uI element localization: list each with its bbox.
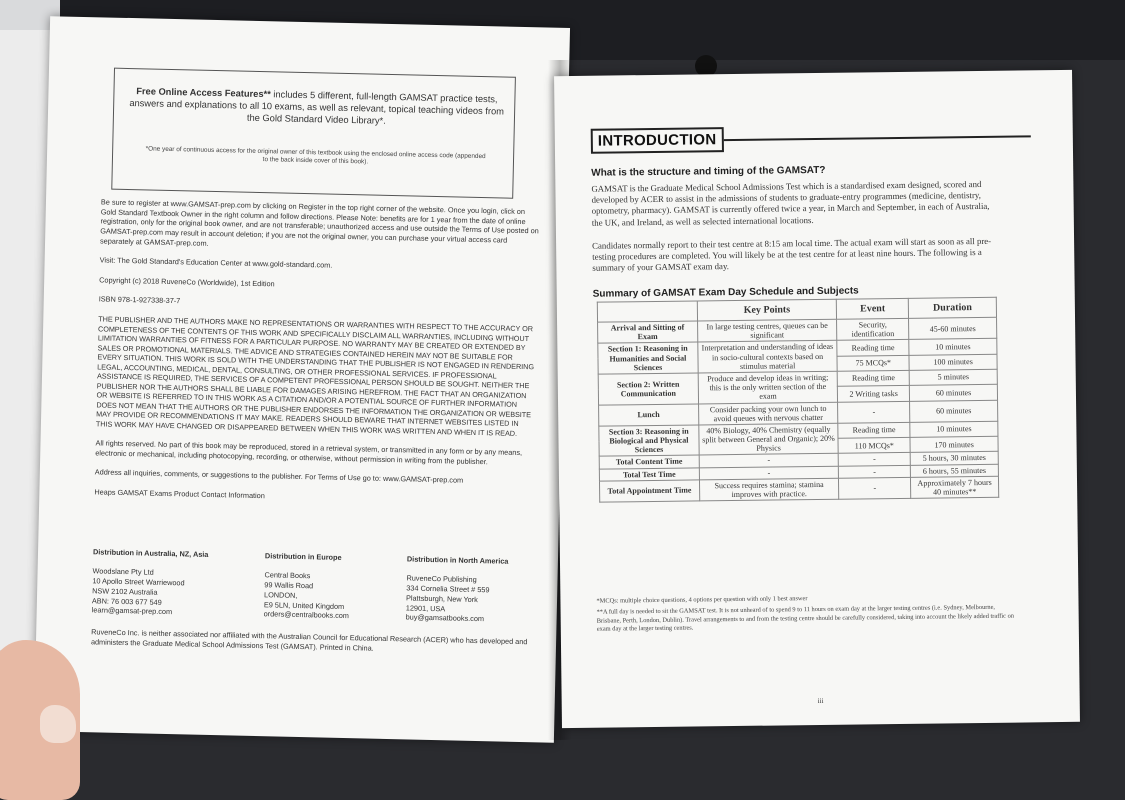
disclaimer-text: THE PUBLISHER AND THE AUTHORS MAKE NO REPRESENTATIONS OR WARRANTIES WITH RESPECT TO THE ACCURACY OR COMPLETENESS OF THE CONTENTS OF THIS WORK AND SPECIFICALLY DISCLAIM ALL WARRANTIES, INCLUDING WITHOUT LIMITATION WARRANTIES OF FITNESS FOR A PARTICULAR PURPOSE. NO WARRANTY MAY BE CREATED OR EXTENDED BY SALES OR PROMOTIONAL MATERIALS. THE ADVICE AND STRATEGIES CONTAINED HEREIN MAY NOT BE SUITABLE FOR EVERY SITUATION. THIS WORK IS SOLD WITH THE UNDERSTANDING THAT THE PUBLISHER IS NOT ENGAGED IN RENDERING LEGAL, ACCOUNTING, MEDICAL, DENTAL, CONSULTING, OR OTHER PROFESSIONAL SERVICES. IF PROFESSIONAL ASSISTANCE IS REQUIRED, THE SERVICES OF A COMPETENT PROFESSIONAL PERSON SHOULD BE SOUGHT. NEITHER THE PUBLISHER NOR THE AUTHORS SHALL BE LIABLE FOR DAMAGES ARISING HEREFROM. THE FACT THAT AN ORGANIZATION OR WEBSITE IS REFERRED TO IN THIS WORK AS A CITATION AND/OR A POTENTIAL SOURCE OF FURTHER INFORMATION DOES NOT MEAN THAT THE AUTHORS OR THE PUBLISHER ENDORSES THE INFORMATION THE ORGANIZATION OR WEBSITE MAY PROVIDE OR RECOMMENDATIONS IT MAY MAKE. READERS SHOULD BEWARE THAT INTERNET WEBSITES LISTED IN THIS WORK MAY HAVE CHANGED OR DISAPPEARED BETWEEN WHEN THIS WORK WAS WRITTEN AND WHEN IT IS READ.	[95, 314, 535, 438]
table-cell: Produce and develop ideas in writing; this is the only written section of the exam	[698, 371, 838, 403]
table-cell: In large testing centres, queues can be significant	[697, 319, 837, 342]
distribution-section	[92, 547, 537, 625]
table-cell: Reading time	[838, 422, 910, 438]
visit-text: Visit: The Gold Standard's Education Center at www.gold-standard.com.	[99, 255, 333, 270]
table-cell: 60 minutes	[909, 385, 997, 401]
table-cell: 40% Biology, 40% Chemistry (equally split between General and Organic); 20% Physics	[699, 423, 839, 455]
table-cell: Consider packing your own lunch to avoid queues with nervous chatter	[698, 402, 838, 425]
table-cell: 170 minutes	[910, 436, 998, 452]
rights-text: All rights reserved. No part of this book may be reproduced, stored in a retrieval system, or transmitted in any form or by any means, electronic or mechanical, including photocopying, recording, or otherwise, without permission in writing from the publisher.	[95, 438, 523, 466]
table-cell: 60 minutes	[910, 400, 998, 422]
table-cell: 6 hours, 55 minutes	[910, 464, 998, 477]
table-cell: Total Test Time	[599, 468, 699, 481]
table-cell: Total Appointment Time	[599, 480, 699, 503]
table-cell: 5 minutes	[909, 369, 997, 385]
table-cell: -	[839, 477, 911, 499]
acer-note: RuveneCo Inc. is neither associated nor affiliated with the Australian Council for Educational Research (ACER) who has developed and administers the Graduate Medical School Admissions Test (GAMSAT). Printed in China.	[90, 627, 528, 653]
table-cell: Success requires stamina; stamina improves with practice.	[699, 478, 839, 501]
copyright-text: Copyright (c) 2018 RuveneCo (Worldwide), 1st Edition	[99, 275, 275, 289]
table-cell: 45-60 minutes	[909, 317, 997, 339]
table-cell: 2 Writing tasks	[838, 386, 910, 402]
table-header: Key Points	[697, 299, 837, 321]
table-cell: 10 minutes	[910, 421, 998, 437]
distribution-line: Woodslane Pty Ltd	[92, 566, 154, 577]
header-rule	[723, 135, 1030, 141]
left-page	[34, 16, 570, 743]
access-note: *One year of continuous access for the original owner of this textbook using the enclosed online access code (appended to the back inside cover of this book).	[145, 145, 486, 166]
access-features-text	[129, 85, 505, 130]
distribution-line: 99 Wallis Road	[264, 580, 314, 591]
table-cell: Lunch	[599, 403, 699, 426]
table-header: Duration	[908, 297, 996, 318]
page-number: iii	[817, 696, 824, 706]
distribution-line: 10 Apollo Street Warriewood	[92, 576, 185, 588]
table-cell: Section 3: Reasoning in Biological and Physical Sciences	[599, 425, 699, 457]
thumbnail	[40, 705, 76, 743]
distribution-line: 334 Cornelia Street # 559	[406, 583, 490, 595]
intro-paragraph-2: Candidates normally report to their test centre at 8:15 am local time. The actual exam will start as soon as all pre-testing procedures are completed. You will likely be at the test centre for at least nine hours. The following is a summary of your GAMSAT exam day.	[592, 235, 992, 274]
distribution-line: RuveneCo Publishing	[406, 573, 477, 585]
section-title: INTRODUCTION	[591, 127, 724, 154]
table-cell: 100 minutes	[909, 354, 997, 370]
table-cell: -	[838, 401, 910, 423]
question-heading: What is the structure and timing of the GAMSAT?	[591, 164, 826, 179]
register-text: Be sure to register at www.GAMSAT-prep.com by clicking on Register in the top right corner of the website. Once you login, click on Gold Standard Textbook Owner in the right column and follow directions. Please Note: benefits are for 1 year from the date of online registration, only for the original book owner, and are not transferable; unauthorized access and use outside the Terms of Use posted on GAMSAT-prep.com may result in account deletion; if you are not the original owner, you can purchase your virtual access card separately at GAMSAT-prep.com.	[100, 197, 539, 248]
distribution-heading: Distribution in North America	[406, 554, 509, 566]
table-cell: Interpretation and understanding of ideas in socio-cultural contexts based on stimulus material	[698, 341, 838, 373]
distribution-north-america	[406, 554, 538, 625]
table-cell: Total Content Time	[599, 455, 699, 468]
table-cell: 5 hours, 30 minutes	[910, 452, 998, 465]
table-cell: Arrival and Sitting of Exam	[598, 321, 698, 344]
distribution-line: NSW 2102 Australia	[92, 585, 158, 597]
table-row	[599, 476, 998, 502]
table-cell: Security, identification	[837, 318, 909, 340]
distribution-line: ABN: 76 003 677 549	[91, 595, 162, 607]
distribution-europe	[264, 551, 386, 622]
table-cell: Section 1: Reasoning in Humanities and Social Sciences	[598, 342, 698, 374]
distribution-line: Plattsburgh, New York	[405, 593, 478, 604]
table-cell: -	[699, 454, 839, 468]
online-access-box	[111, 68, 516, 199]
distribution-line: orders@centralbooks.com	[263, 609, 350, 621]
access-features-description: includes 5 different, full-length GAMSAT practice tests, answers and explanations to all 10 exams, as well as relevant, topical teaching videos from the Gold Standard Video Library*.	[129, 89, 505, 126]
distribution-heading: Distribution in Europe	[264, 551, 342, 562]
table-cell: -	[838, 453, 910, 466]
access-features-title: Free Online Access Features**	[136, 86, 271, 100]
distribution-line: buy@gamsatbooks.com	[405, 612, 485, 624]
table-cell: Reading time	[837, 370, 909, 386]
intro-paragraph-1: GAMSAT is the Graduate Medical School Admissions Test which is a standardised exam designed, scored and developed by ACER to assist in the admissions of students to graduate-entry programmes (medicine, dentistry, optometry, pharmacy). GAMSAT is currently offered twice a year, in March and September, in each of Australia, the UK, and Ireland, as well as selected international locations.	[591, 178, 990, 228]
table-cell: 110 MCQs*	[838, 438, 910, 454]
distribution-heading: Distribution in Australia, NZ, Asia	[92, 547, 209, 559]
summary-title: Summary of GAMSAT Exam Day Schedule and Subjects	[592, 285, 859, 300]
distribution-australia	[92, 547, 244, 619]
exam-schedule-table	[597, 297, 999, 503]
introduction-header	[591, 123, 1031, 153]
footnote-mcq: *MCQs: multiple choice questions, 4 options per question with only 1 best answer	[596, 595, 808, 605]
table-header	[597, 301, 697, 322]
table-cell: 75 MCQs*	[837, 355, 909, 371]
distribution-line: 12901, USA	[405, 602, 446, 613]
table-cell: Approximately 7 hours 40 minutes**	[911, 476, 999, 498]
table-cell: Section 2: Written Communication	[598, 373, 698, 405]
right-page	[554, 70, 1080, 728]
footnote-full-day: **A full day is needed to sit the GAMSAT test. It is not unheard of to spend 9 to 11 hours on exam day at the larger testing centres (i.e. Sydney, Melbourne, Brisbane, Perth, London, Dublin). Travel arrangements to and from the testing centre should be carefully considered, taking into account the likely added traffic on exam day at the larger testing centres.	[596, 603, 1015, 633]
table-header: Event	[837, 298, 909, 319]
table-cell: -	[699, 466, 839, 480]
distribution-line: learn@gamsat-prep.com	[91, 605, 173, 617]
address-text: Address all inquiries, comments, or suggestions to the publisher. For Terms of Use go to: www.GAMSAT-prep.com	[94, 467, 464, 485]
distribution-line: LONDON,	[264, 589, 298, 600]
contact-info-heading: Heaps GAMSAT Exams Product Contact Information	[94, 487, 265, 501]
distribution-line: Central Books	[264, 570, 311, 581]
table-cell: 10 minutes	[909, 339, 997, 355]
table-cell: Reading time	[837, 340, 909, 356]
isbn-text: ISBN 978-1-927338-37-7	[98, 294, 181, 306]
table-cell: -	[839, 465, 911, 478]
distribution-line: E9 5LN, United Kingdom	[263, 599, 345, 611]
